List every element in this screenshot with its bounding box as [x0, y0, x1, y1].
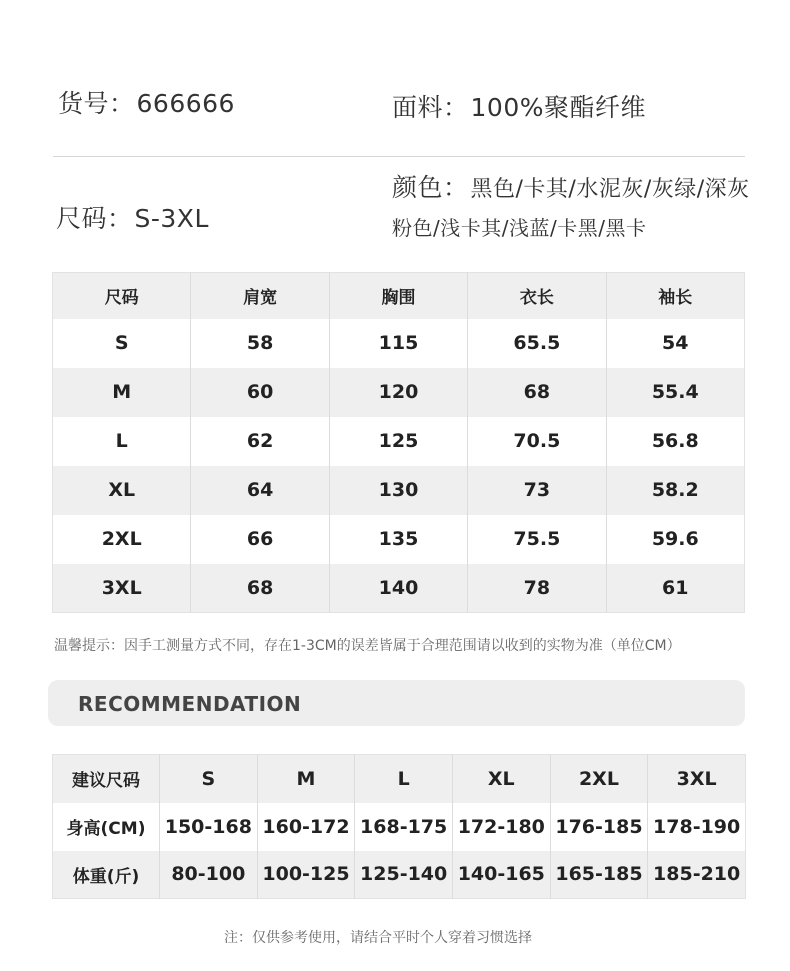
table-cell: 56.8: [651, 430, 699, 452]
table-cell: M: [53, 368, 191, 417]
colors-line-1: 黑色/卡其/水泥灰/灰绿/深灰: [470, 177, 750, 202]
table-cell: 68: [191, 564, 329, 613]
table-cell: 125-140: [355, 851, 453, 899]
table-cell: 100-125: [257, 851, 355, 899]
table-cell: 54: [662, 332, 689, 354]
table-cell: L: [355, 755, 453, 803]
fabric-label: 面料：: [392, 93, 469, 122]
table-cell: 2XL: [550, 755, 648, 803]
table-cell: 185-210: [648, 851, 746, 899]
column-header-chest: 胸围: [329, 273, 467, 319]
item-number: [58, 84, 235, 120]
table-cell: 70.5: [468, 417, 606, 466]
table-cell: 3XL: [53, 564, 191, 613]
table-cell: 150-168: [160, 803, 258, 851]
table-row: [53, 368, 745, 417]
table-cell: 130: [329, 466, 467, 515]
size-range-value: S-3XL: [134, 204, 209, 233]
table-cell: XL: [53, 466, 191, 515]
table-cell: 115: [329, 319, 467, 368]
table-cell: 66: [191, 515, 329, 564]
table-cell: 176-185: [550, 803, 648, 851]
table-row: [53, 755, 746, 803]
table-cell: 135: [329, 515, 467, 564]
table-cell: 75.5: [468, 515, 606, 564]
table-cell: 60: [191, 368, 329, 417]
table-cell: L: [53, 417, 191, 466]
table-cell: 140: [329, 564, 467, 613]
table-cell: 3XL: [648, 755, 746, 803]
table-row: [53, 417, 745, 466]
table-cell: 78: [468, 564, 606, 613]
table-cell: 58.2: [606, 466, 744, 515]
table-cell: 168-175: [355, 803, 453, 851]
table-cell: S: [53, 319, 191, 368]
table-cell: 62: [191, 417, 329, 466]
column-header-shoulder: 肩宽: [191, 273, 329, 319]
table-row: [53, 515, 745, 564]
table-row: [53, 466, 745, 515]
colors: [392, 168, 750, 241]
table-cell: 172-180: [452, 803, 550, 851]
size-range-label: 尺码：: [56, 204, 133, 233]
table-row: [53, 803, 746, 851]
table-cell: 64: [191, 466, 329, 515]
table-row: [53, 564, 745, 613]
table-cell: 160-172: [257, 803, 355, 851]
divider: [53, 156, 745, 157]
measurement-tip: 温馨提示：因手工测量方式不同，存在1-3CM的误差皆属于合理范围请以收到的实物为准（单位CM）: [54, 638, 681, 654]
table-cell: 73: [468, 466, 606, 515]
table-row: [53, 319, 745, 368]
item-number-label: 货号：: [58, 89, 135, 118]
size-chart-header-row: [53, 273, 745, 319]
column-header-sleeve: 袖长: [606, 273, 744, 319]
colors-label: 颜色：: [392, 173, 469, 202]
recommendation-title: RECOMMENDATION: [78, 692, 302, 716]
table-cell: 120: [329, 368, 467, 417]
table-row: [53, 851, 746, 899]
column-header-length: 衣长: [468, 273, 606, 319]
fabric-value: 100%聚酯纤维: [470, 93, 646, 122]
colors-line-2: 粉色/浅卡其/浅蓝/卡黑/黑卡: [392, 216, 647, 240]
row-header-size: 建议尺码: [53, 755, 160, 803]
table-cell: 68: [468, 368, 606, 417]
recommendation-banner: [48, 680, 745, 726]
size-chart-table: [52, 272, 745, 613]
table-cell: 165-185: [550, 851, 648, 899]
row-header-height: 身高(CM): [53, 803, 160, 851]
table-cell: 59.6: [651, 528, 699, 550]
table-cell: 55.4: [606, 368, 744, 417]
column-header-size: 尺码: [53, 273, 191, 319]
table-cell: 58: [191, 319, 329, 368]
table-cell: S: [160, 755, 258, 803]
size-range: [56, 199, 209, 235]
table-cell: 140-165: [452, 851, 550, 899]
table-cell: 80-100: [160, 851, 258, 899]
fabric: [392, 88, 646, 124]
recommendation-table: [52, 754, 746, 899]
table-cell: 65.5: [468, 319, 606, 368]
table-cell: XL: [452, 755, 550, 803]
table-cell: 61: [606, 564, 744, 613]
item-number-value: 666666: [136, 89, 235, 118]
footnote: 注：仅供参考使用，请结合平时个人穿着习惯选择: [224, 930, 532, 946]
table-cell: 125: [329, 417, 467, 466]
table-cell: 2XL: [53, 515, 191, 564]
table-cell: 178-190: [653, 815, 741, 838]
row-header-weight: 体重(斤): [53, 851, 160, 899]
table-cell: M: [257, 755, 355, 803]
